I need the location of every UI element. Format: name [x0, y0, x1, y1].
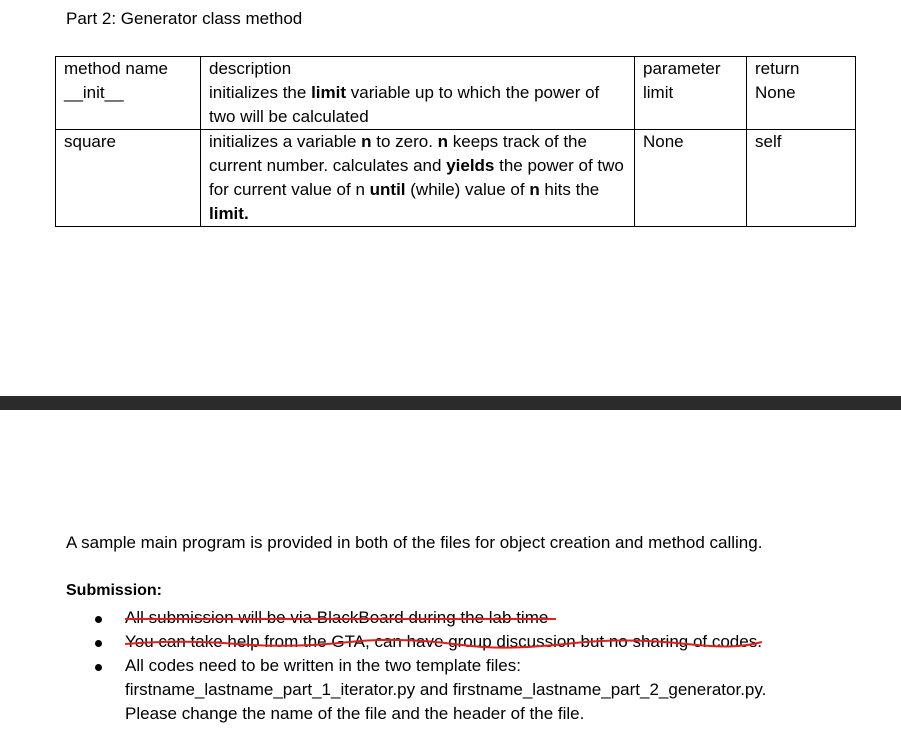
submission-title: Submission: [66, 582, 163, 599]
parameter-cell: limit [635, 81, 747, 130]
return-cell: None [747, 81, 856, 130]
bullet-icon [95, 616, 102, 623]
return-cell: self [747, 130, 856, 227]
description-text: to zero. [371, 132, 438, 151]
description-text: (while) value of [405, 180, 530, 199]
sample-program-note: A sample main program is provided in both of the files for object creation and method calling. [66, 533, 763, 552]
description-text: hits the [539, 180, 600, 199]
header-parameter: parameter [635, 57, 747, 82]
description-cell [201, 130, 635, 227]
description-text: keeps track of the current number. calculates and [209, 132, 587, 175]
header-return: return [747, 57, 856, 82]
header-description: description [201, 57, 635, 82]
struck-text [125, 630, 762, 654]
bullet-icon [95, 664, 102, 671]
list-item [90, 606, 870, 630]
red-scribble-strikethrough [125, 636, 762, 652]
generator-methods-table [55, 56, 856, 227]
header-method-name: method name [56, 57, 201, 82]
description-cell [201, 81, 635, 130]
description-text: the power of two for current value of n [209, 156, 624, 199]
list-item-text: All codes need to be written in the two template files: [125, 656, 521, 675]
page-divider [0, 396, 901, 410]
method-name: __init__ [64, 83, 124, 102]
description-text: variable up to which the power of two will be calculated [209, 83, 600, 126]
list-item [90, 654, 870, 726]
section-title: Part 2: Generator class method [66, 9, 303, 28]
description-bold: limit [311, 83, 347, 102]
bullet-icon [95, 640, 102, 647]
list-item [90, 630, 870, 654]
description-text: initializes the [209, 83, 312, 102]
list-item-text: You can take help from the GTA, can have group discussion but no sharing of codes. [125, 632, 762, 651]
description-bold: n [361, 132, 372, 151]
table-row [56, 130, 856, 227]
description-text: initializes a variable [209, 132, 362, 151]
list-item-text: firstname_lastname_part_1_iterator.py and firstname_lastname_part_2_generator.py. [125, 680, 767, 699]
parameter-cell: None [635, 130, 747, 227]
method-name-cell [56, 81, 201, 130]
description-bold: limit. [209, 204, 249, 223]
table-row [56, 81, 856, 130]
method-name-cell: square [56, 130, 201, 227]
submission-list [90, 606, 870, 726]
red-strikethrough [125, 618, 556, 620]
struck-text [125, 606, 548, 630]
list-item-text: Please change the name of the file and the header of the file. [125, 704, 585, 723]
description-bold: until [369, 180, 406, 199]
description-bold: n [437, 132, 449, 151]
table-header-row [56, 57, 856, 82]
description-bold: yields [446, 156, 495, 175]
description-bold: n [529, 180, 540, 199]
